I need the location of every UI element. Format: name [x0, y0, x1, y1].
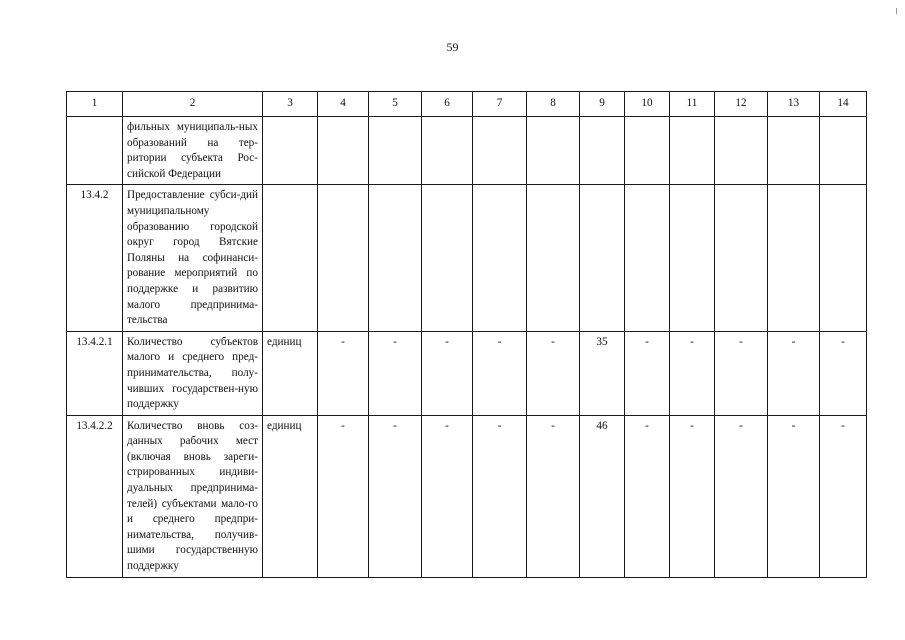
column-header-4: 4 [318, 92, 369, 117]
row-value-cell-col10 [625, 185, 670, 331]
row-value-cell-col10: - [625, 331, 670, 415]
row-unit-cell: единиц [263, 331, 318, 415]
row-value-cell-col9 [580, 117, 625, 185]
row-value-cell-col14: - [820, 415, 867, 577]
table-header-row [67, 92, 867, 117]
row-value-cell-col5 [369, 117, 422, 185]
page-number: 59 [446, 40, 459, 54]
row-value-cell-col9 [580, 185, 625, 331]
row-value-cell-col6: - [422, 331, 473, 415]
row-value-cell-col4: - [318, 415, 369, 577]
row-value-cell-col10: - [625, 415, 670, 577]
row-code-cell: 13.4.2.2 [67, 415, 123, 577]
scan-mark [896, 8, 897, 14]
row-value-cell-col4 [318, 117, 369, 185]
column-header-3: 3 [263, 92, 318, 117]
row-value-cell-col12 [715, 185, 768, 331]
table-row [67, 415, 867, 577]
column-header-14: 14 [820, 92, 867, 117]
column-header-5: 5 [369, 92, 422, 117]
row-value-cell-col13: - [768, 331, 820, 415]
row-value-cell-col5: - [369, 331, 422, 415]
row-code-cell: 13.4.2 [67, 185, 123, 331]
row-value-cell-col6 [422, 185, 473, 331]
column-header-11: 11 [670, 92, 715, 117]
row-value-cell-col12 [715, 117, 768, 185]
row-value-cell-col8: - [527, 415, 580, 577]
column-header-2: 2 [123, 92, 263, 117]
row-value-cell-col12: - [715, 331, 768, 415]
row-code-cell [67, 117, 123, 185]
row-value-cell-col12: - [715, 415, 768, 577]
table-row [67, 331, 867, 415]
row-value-cell-col8: - [527, 331, 580, 415]
row-value-cell-col11: - [670, 331, 715, 415]
row-name-cell: Предоставление субси-дий муниципальному образованию городской округ город Вятские Поляны на софинанси-рование мероприятий по поддержке и развитию малого предпринима-тельства [123, 185, 263, 331]
row-value-cell-col6: - [422, 415, 473, 577]
column-header-1: 1 [67, 92, 123, 117]
row-value-cell-col7 [473, 117, 527, 185]
row-value-cell-col11 [670, 117, 715, 185]
row-code-cell: 13.4.2.1 [67, 331, 123, 415]
row-value-cell-col8 [527, 117, 580, 185]
row-value-cell-col4 [318, 185, 369, 331]
row-value-cell-col14: - [820, 331, 867, 415]
row-unit-cell [263, 185, 318, 331]
row-name-cell: Количество субъектов малого и среднего пред-принимательства, полу-чивших государствен-ную поддержку [123, 331, 263, 415]
column-header-12: 12 [715, 92, 768, 117]
row-value-cell-col13 [768, 185, 820, 331]
row-value-cell-col11 [670, 185, 715, 331]
row-value-cell-col11: - [670, 415, 715, 577]
column-header-9: 9 [580, 92, 625, 117]
row-value-cell-col9: 35 [580, 331, 625, 415]
row-unit-cell [263, 117, 318, 185]
column-header-13: 13 [768, 92, 820, 117]
row-value-cell-col13: - [768, 415, 820, 577]
row-value-cell-col7: - [473, 415, 527, 577]
row-value-cell-col9: 46 [580, 415, 625, 577]
row-value-cell-col4: - [318, 331, 369, 415]
table-row [67, 185, 867, 331]
row-value-cell-col14 [820, 185, 867, 331]
column-header-10: 10 [625, 92, 670, 117]
row-name-cell: Количество вновь соз-данных рабочих мест (включая вновь зареги-стрированных индиви-дуальных предпринима-телей) субъектами мало-го и среднего предпри-нимательства, получив-шими государственную поддержку [123, 415, 263, 577]
row-value-cell-col5 [369, 185, 422, 331]
column-header-8: 8 [527, 92, 580, 117]
column-header-6: 6 [422, 92, 473, 117]
row-value-cell-col13 [768, 117, 820, 185]
row-value-cell-col10 [625, 117, 670, 185]
row-value-cell-col7 [473, 185, 527, 331]
row-value-cell-col14 [820, 117, 867, 185]
row-unit-cell: единиц [263, 415, 318, 577]
row-value-cell-col5: - [369, 415, 422, 577]
row-value-cell-col7: - [473, 331, 527, 415]
row-value-cell-col6 [422, 117, 473, 185]
row-name-cell: фильных муниципаль-ных образований на тер-ритории субъекта Рос-сийской Федерации [123, 117, 263, 185]
indicator-table [66, 91, 867, 578]
row-value-cell-col8 [527, 185, 580, 331]
column-header-7: 7 [473, 92, 527, 117]
table-row [67, 117, 867, 185]
